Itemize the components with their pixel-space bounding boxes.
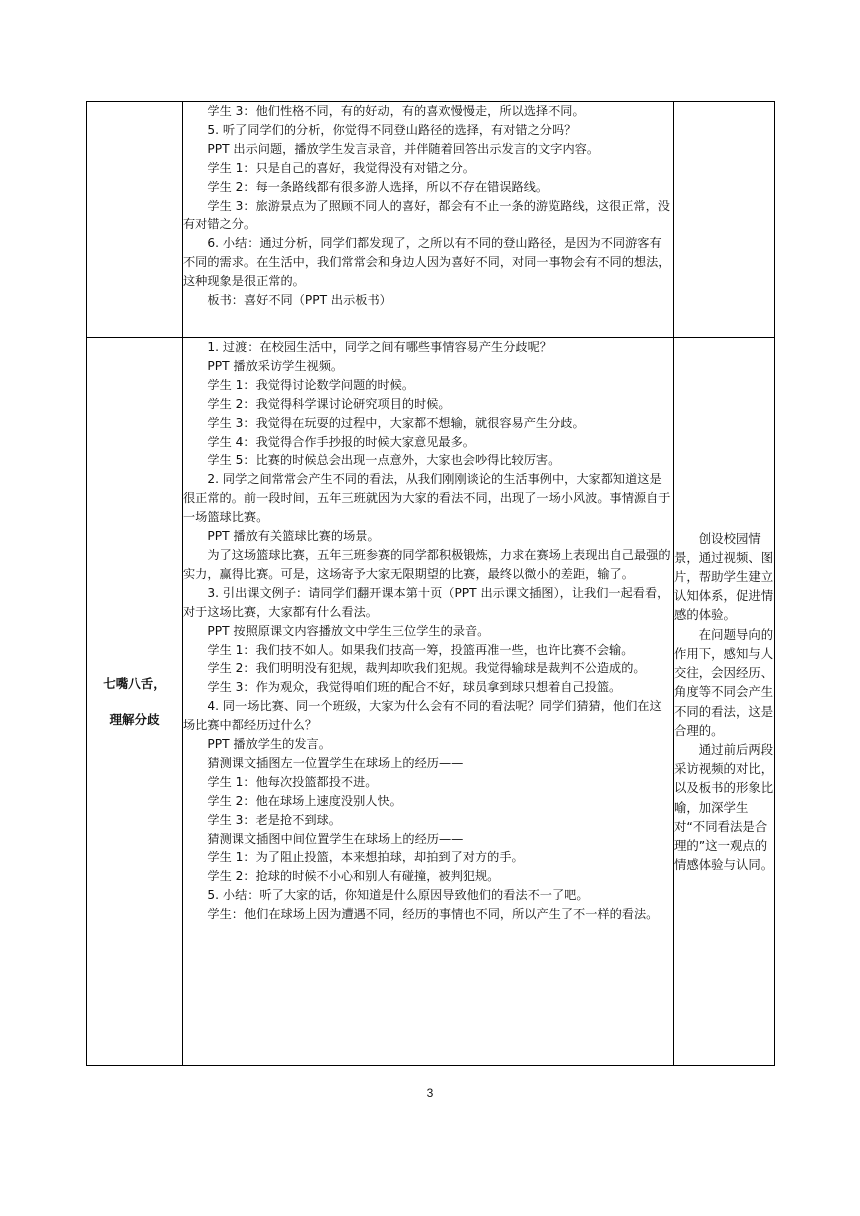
- process-paragraph: 为了这场篮球比赛，五年三班参赛的同学都积极锻炼，力求在赛场上表现出自己最强的实力，赢得比赛。可是，这场寄予大家无限期望的比赛，最终以微小的差距，输了。: [183, 547, 671, 581]
- process-paragraph: 学生 2：我觉得科学课讨论研究项目的时候。: [207, 396, 451, 411]
- process-cell: [183, 102, 674, 338]
- table-row: [87, 338, 775, 1066]
- process-paragraph: 板书：喜好不同（PPT 出示板书）: [207, 293, 392, 308]
- section-label-cell: [87, 338, 183, 1066]
- process-paragraph: 学生 1：只是自己的喜好，我觉得没有对错之分。: [207, 160, 475, 175]
- design-note-paragraph: 在问题导向的作用下，感知与人交往，会因经历、角度等不同会产生不同的看法，这是合理的。: [674, 626, 774, 738]
- process-paragraph: 猜测课文插图左一位置学生在球场上的经历——: [207, 755, 464, 770]
- process-paragraph: 学生 1：我们技不如人。如果我们技高一筹，投篮再准一些，也许比赛不会输。: [207, 642, 634, 657]
- section-label: 七嘴八舌， 理解分歧: [103, 675, 166, 727]
- design-note-paragraph: 创设校园情景，通过视频、图片，帮助学生建立认知体系，促进情感的体验。: [674, 530, 774, 623]
- process-paragraph: 学生 3：旅游景点为了照顾不同人的喜好，都会有不止一条的游览路线，这很正常，没有对错之分。: [183, 198, 670, 232]
- process-paragraph: 学生 5：比赛的时候总会出现一点意外，大家也会吵得比较厉害。: [207, 453, 561, 468]
- process-paragraph: PPT 按照原课文内容播放文中学生三位学生的录音。: [207, 623, 490, 638]
- design-note-cell: [674, 102, 775, 338]
- process-paragraph: 3. 引出课文例子：请同学们翻开课本第十页（PPT 出示课文插图），让我们一起看看，对于这场比赛，大家都有什么看法。: [183, 585, 670, 619]
- process-paragraph: 学生 1：为了阻止投篮，本来想拍球，却拍到了对方的手。: [207, 850, 524, 865]
- process-paragraph: 学生 3：老是抢不到球。: [207, 812, 341, 827]
- section-label-cell: [87, 102, 183, 338]
- process-paragraph: 1. 过渡：在校园生活中，同学之间有哪些事情容易产生分歧呢？: [207, 340, 552, 354]
- design-note-paragraph: 通过前后两段采访视频的对比，以及板书的形象比喻，加深学生对“不同看法是合理的”这一观点的情感体验与认同。: [674, 741, 774, 873]
- process-paragraph: 5. 小结：听了大家的话，你知道是什么原因导致他们的看法不一了吧。: [207, 888, 589, 903]
- table-row: [87, 102, 775, 338]
- process-paragraph: 学生 2：我们明明没有犯规，裁判却吹我们犯规。我觉得输球是裁判不公造成的。: [207, 661, 646, 676]
- process-paragraph: 学生 3：作为观众，我觉得咱们班的配合不好，球员拿到球只想着自己投篮。: [207, 680, 622, 695]
- process-paragraph: 学生 2：抢球的时候不小心和别人有碰撞，被判犯规。: [207, 869, 500, 884]
- process-paragraph: PPT 播放采访学生视频。: [207, 358, 344, 373]
- process-paragraph: 4. 同一场比赛、同一个班级，大家为什么会有不同的看法呢？同学们猜猜，他们在这场比赛中都经历过什么？: [183, 699, 662, 733]
- process-paragraph: 学生 2：每一条路线都有很多游人选择，所以不存在错误路线。: [207, 179, 549, 194]
- process-paragraph: 5. 听了同学们的分析，你觉得不同登山路径的选择，有对错之分吗？: [207, 122, 577, 137]
- page-number: 3: [426, 1086, 434, 1100]
- process-paragraph: 学生 2：他在球场上速度没别人快。: [207, 793, 402, 808]
- process-paragraph: 学生 1：我觉得讨论数学问题的时候。: [207, 377, 415, 392]
- process-paragraph: PPT 出示问题，播放学生发言录音，并伴随着回答出示发言的文字内容。: [207, 141, 600, 156]
- process-paragraph: 2. 同学之间常常会产生不同的看法，从我们刚刚谈论的生活事例中，大家都知道这是很正常的。前一段时间，五年三班就因为大家的看法不同，出现了一场小风波。事情源自于一场篮球比赛。: [183, 472, 671, 525]
- process-paragraph: 学生：他们在球场上因为遭遇不同，经历的事情也不同，所以产生了不一样的看法。: [207, 907, 659, 922]
- process-paragraph: PPT 播放有关篮球比赛的场景。: [207, 529, 380, 544]
- process-paragraph: 6. 小结：通过分析，同学们都发现了，之所以有不同的登山路径，是因为不同游客有不同的需求。在生活中，我们常常会和身边人因为喜好不同，对同一事物会有不同的想法，这种现象是很正常的。: [183, 236, 671, 289]
- process-cell: [183, 338, 674, 1066]
- process-paragraph: 学生 3：他们性格不同，有的好动，有的喜欢慢慢走，所以选择不同。: [207, 104, 585, 118]
- process-paragraph: 学生 4：我觉得合作手抄报的时候大家意见最多。: [207, 434, 475, 449]
- lesson-plan-table: [86, 101, 775, 1066]
- process-paragraph: 猜测课文插图中间位置学生在球场上的经历——: [207, 831, 464, 846]
- process-paragraph: PPT 播放学生的发言。: [207, 737, 331, 752]
- process-paragraph: 学生 1：他每次投篮都投不进。: [207, 774, 378, 789]
- design-note-cell: [674, 338, 775, 1066]
- process-paragraph: 学生 3：我觉得在玩耍的过程中，大家都不想输，就很容易产生分歧。: [207, 415, 585, 430]
